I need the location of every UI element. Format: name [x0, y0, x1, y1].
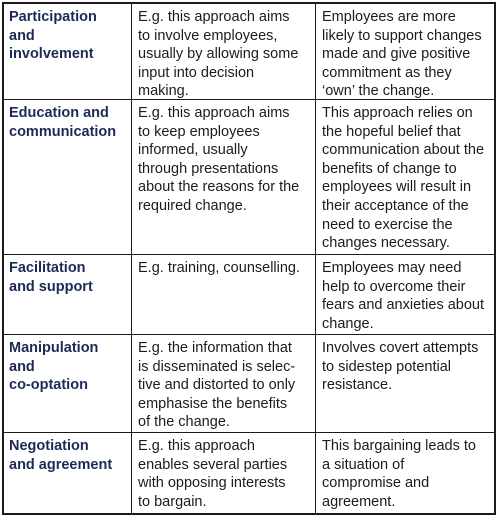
example-line: of the change.: [138, 414, 230, 431]
effect-line: This bargaining leads to: [322, 438, 476, 454]
row-negotiation-example: [132, 433, 316, 513]
approach-line: Facilitation: [9, 260, 86, 276]
effect-line: the hopeful belief that: [322, 123, 461, 140]
effect-line: help to overcome their: [322, 278, 466, 295]
approach-line: Education and: [9, 105, 109, 121]
effect-line: communication about the: [322, 142, 485, 159]
row-facilitation-approach: [4, 255, 132, 335]
approach-line: Participation: [9, 9, 97, 25]
example-line: through presentations: [138, 160, 279, 177]
example-line: E.g. training, counselling.: [138, 260, 301, 276]
row-manipulation-effect: [316, 335, 494, 433]
effect-line: a situation of: [322, 456, 405, 473]
approach-line: co-optation: [9, 377, 88, 394]
row-education-example: [132, 100, 316, 255]
row-manipulation-example: [132, 335, 316, 433]
effect-line: Employees may need: [322, 260, 462, 276]
row-participation-effect: [316, 4, 494, 100]
example-line: about the reasons for the: [138, 179, 300, 196]
effect-line: benefits of change to: [322, 160, 457, 177]
example-line: to keep employees: [138, 123, 260, 140]
example-line: to involve employees,: [138, 27, 278, 44]
example-line: E.g. the information that: [138, 340, 292, 356]
example-line: emphasise the benefits: [138, 395, 288, 412]
effect-line: compromise and: [322, 475, 430, 492]
row-education-approach: [4, 100, 132, 255]
row-negotiation-effect: [316, 433, 494, 513]
change-approaches-table: [2, 2, 496, 515]
example-line: usually by allowing some: [138, 46, 299, 63]
example-line: E.g. this approach aims: [138, 105, 290, 121]
effect-line: changes necessary.: [322, 235, 450, 252]
approach-line: and: [9, 358, 35, 375]
row-participation-approach: [4, 4, 132, 100]
effect-line: ‘own’ the change.: [322, 83, 435, 100]
approach-line: Manipulation: [9, 340, 99, 356]
effect-line: agreement.: [322, 493, 396, 510]
example-line: E.g. this approach: [138, 438, 255, 454]
effect-line: This approach relies on: [322, 105, 473, 121]
example-line: is disseminated is selec-: [138, 358, 296, 375]
approach-line: and: [9, 27, 35, 44]
effect-line: their acceptance of the: [322, 197, 469, 214]
effect-line: change.: [322, 315, 374, 332]
approach-line: and support: [9, 278, 93, 295]
approach-line: communication: [9, 123, 117, 140]
row-facilitation-effect: [316, 255, 494, 335]
effect-line: Involves covert attempts: [322, 340, 479, 356]
example-line: input into decision: [138, 64, 255, 81]
effect-line: employees will result in: [322, 179, 472, 196]
effect-line: need to exercise the: [322, 216, 453, 233]
example-line: making.: [138, 83, 189, 100]
effect-line: likely to support changes: [322, 27, 482, 44]
row-negotiation-approach: [4, 433, 132, 513]
example-line: informed, usually: [138, 142, 248, 159]
effect-line: to sidestep potential: [322, 358, 451, 375]
example-line: E.g. this approach aims: [138, 9, 290, 25]
row-facilitation-example: [132, 255, 316, 335]
example-line: enables several parties: [138, 456, 288, 473]
effect-line: fears and anxieties about: [322, 297, 485, 314]
effect-line: resistance.: [322, 377, 393, 394]
approach-line: and agreement: [9, 456, 113, 473]
example-line: required change.: [138, 197, 247, 214]
example-line: with opposing interests: [138, 475, 286, 492]
row-education-effect: [316, 100, 494, 255]
example-line: to bargain.: [138, 493, 207, 510]
effect-line: made and give positive: [322, 46, 471, 63]
example-line: tive and distorted to only: [138, 377, 296, 394]
approach-line: Negotiation: [9, 438, 89, 454]
row-manipulation-approach: [4, 335, 132, 433]
row-participation-example: [132, 4, 316, 100]
effect-line: Employees are more: [322, 9, 456, 25]
effect-line: commitment as they: [322, 64, 452, 81]
approach-line: involvement: [9, 46, 94, 63]
